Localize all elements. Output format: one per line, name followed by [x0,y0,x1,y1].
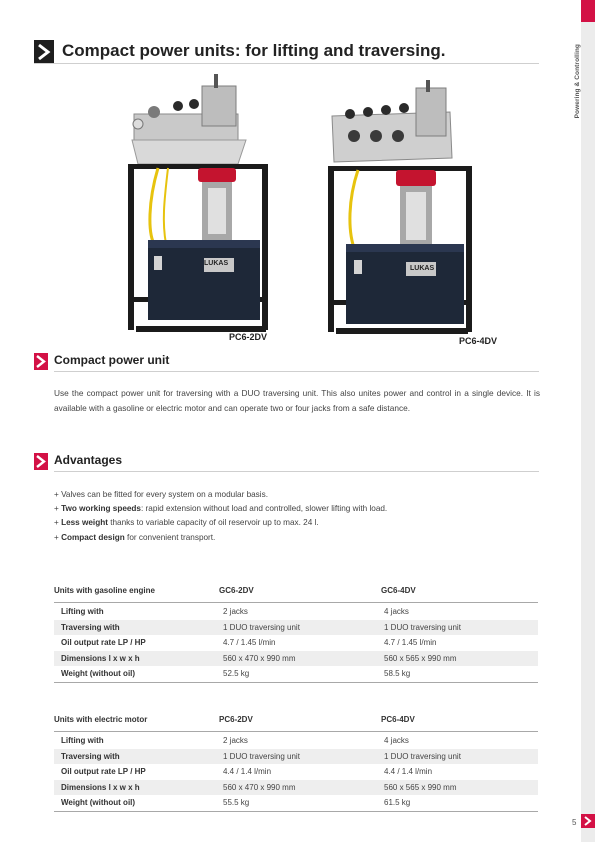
spec-table-gasoline [54,586,538,683]
spec-table-electric [54,715,538,812]
section-divider [54,371,539,372]
title-divider [34,63,539,64]
brand-label: LUKAS [410,265,435,272]
title-arrow-icon [34,40,54,64]
side-tab [581,0,595,842]
page-number: 5 [572,818,577,827]
table-row: Oil output rate LP / HP 4.4 / 1.4 l/min 4.4 / 1.4 l/min [61,767,433,776]
image-caption: PC6-4DV [459,336,498,346]
page-title: Compact power units: for lifting and traversing. [62,41,446,60]
table-row: Lifting with 2 jacks 4 jacks [61,607,409,616]
table-row: Weight (without oil) 55.5 kg 61.5 kg [61,798,411,807]
table-row: Oil output rate LP / HP 4.7 / 1.45 l/min 4.7 / 1.45 l/min [61,638,437,647]
table-row: Lifting with 2 jacks 4 jacks [61,736,409,745]
table-row: Traversing with 1 DUO traversing unit 1 DUO traversing unit [54,749,538,765]
product-image-pc6-4dv [320,80,480,342]
table-row: Weight (without oil) 52.5 kg 58.5 kg [61,669,411,678]
section-heading: Compact power unit [54,353,170,367]
section-arrow-icon [34,353,48,370]
list-item: + Less weight thanks to variable capacity of oil reservoir up to max. 24 l. [54,518,319,528]
table-header: Units with gasoline engine GC6-2DV GC6-4DV [54,586,416,595]
list-item: + Two working speeds: rapid extension without load and controlled, slower lifting with load. [54,504,388,514]
table-header: Units with electric motor PC6-2DV PC6-4DV [54,715,415,724]
product-image-pc6-2dv [118,72,278,334]
list-item: + Compact design for convenient transport. [54,532,216,542]
side-tab-label: Powering & Controlling [574,44,581,119]
list-item: + Valves can be fitted for every system on a modular basis. [54,490,268,499]
image-caption: PC6-2DV [229,332,268,342]
next-page-arrow-icon [581,814,595,828]
side-tab-accent [581,0,595,22]
advantages-list [54,488,540,545]
section-divider [54,471,539,472]
section-heading: Advantages [54,453,123,467]
section-body-text: Use the compact power unit for traversing with a DUO traversing unit. This also unites power and control in a single device. It is available with a gasoline or electric motor and can operate two or four jacks from a safe distance. [54,388,540,413]
brand-label: LUKAS [204,260,229,267]
table-row: Dimensions l x w x h 560 x 470 x 990 mm 560 x 565 x 990 mm [54,780,538,796]
table-row: Dimensions l x w x h 560 x 470 x 990 mm 560 x 565 x 990 mm [54,651,538,667]
section-arrow-icon [34,453,48,470]
table-row: Traversing with 1 DUO traversing unit 1 DUO traversing unit [54,620,538,636]
